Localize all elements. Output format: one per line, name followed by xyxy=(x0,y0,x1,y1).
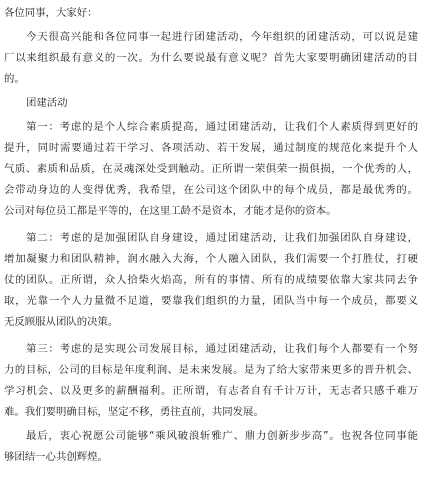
section-title: 团建活动 xyxy=(26,97,68,109)
paragraph-3-line-3: 学习机会、以及更多的薪酬福利。正所谓，有志者自有千计万计，无志者只感千难万 xyxy=(4,385,418,397)
intro-line-1: 今天很高兴能和各位同事一起进行团建活动，今年组织的团建活动，可以说是建 xyxy=(26,31,418,43)
paragraph-3-line-2: 力的目标，公司的目标是年度利润、是未来发展。是为了给大家带来更多的晋升机会、 xyxy=(4,364,418,376)
paragraph-2-line-3: 仗的团队。正所谓，众人拾柴火焰高，所有的事情、所有的成绩要依靠大家共同去争 xyxy=(4,274,418,286)
paragraph-2-line-4: 取，光靠一个人力量微不足道，要靠我们组织的力量，团队当中每一个成员，都要义 xyxy=(4,295,418,307)
paragraph-1-line-1: 第一：考虑的是个人综合素质提高，通过团建活动，让我们个人素质得到更好的 xyxy=(26,121,418,133)
paragraph-2-line-5: 无反顾服从团队的决策。 xyxy=(4,316,119,328)
paragraph-2-line-2: 增加凝聚力和团队精神，润水融入大海，个人融入团队，我们需要一个打胜仗，打硬 xyxy=(4,253,418,265)
closing-line-1: 最后，衷心祝愿公司能够“乘风破浪斩雅广、鼎力创新步步高”。也祝各位同事能 xyxy=(26,430,418,442)
paragraph-1-line-5: 公司对每位员工都是平等的，在这里工龄不是资本，才能才是你的资本。 xyxy=(4,205,337,217)
closing-line-2: 够团结一心共创辉煌。 xyxy=(4,451,108,463)
intro-line-3: 的。 xyxy=(4,73,25,85)
paragraph-2-line-1: 第二：考虑的是加强团队自身建设，通过团建活动，让我们加强团队自身建设， xyxy=(26,232,418,244)
document-body xyxy=(4,3,418,468)
paragraph-1-line-3: 气质、素质和品质，在灵魂深处受到触动。正所谓一荣俱荣一损俱损，一个优秀的人， xyxy=(4,163,418,175)
paragraph-3-line-4: 难。我们要明确目标，坚定不移，勇往直前，共同发展。 xyxy=(4,406,264,418)
paragraph-1-line-2: 提升，同时需要通过若干学习、各项活动、若干发展，通过制度的规范化来提升个人 xyxy=(4,142,418,154)
paragraph-3-line-1: 第三：考虑的是实现公司发展目标，通过团建活动，让我们每个人都要有一个努 xyxy=(26,343,418,355)
paragraph-1-line-4: 会带动身边的人变得优秀，我希望，在公司这个团队中的每个成员，都是最优秀的。 xyxy=(4,184,418,196)
greeting: 各位同事，大家好： xyxy=(4,7,98,19)
intro-line-2: 厂以来组织最有意义的一次。为什么要说最有意义呢？首先大家要明确团建活动的目 xyxy=(4,52,418,64)
